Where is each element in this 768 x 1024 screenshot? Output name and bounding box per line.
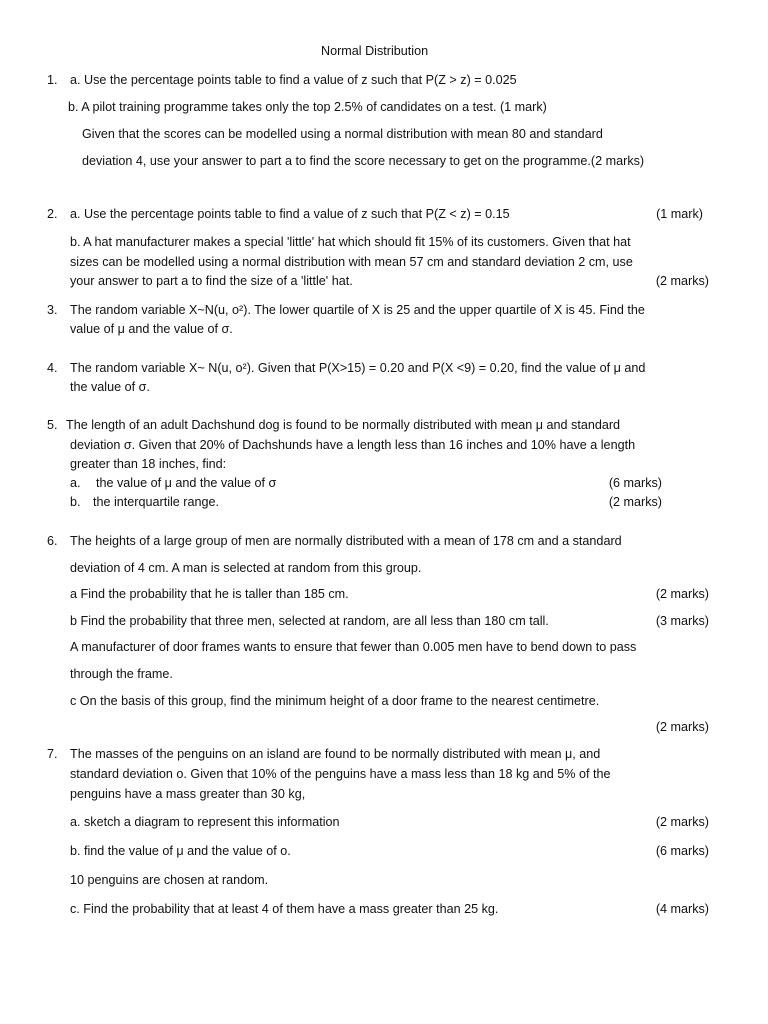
question-6-mid2: through the frame. bbox=[70, 667, 173, 681]
question-4-line1: The random variable X~ N(u, o²). Given that P(X>15) = 0.20 and P(X <9) = 0.20, find the value of μ and bbox=[70, 361, 646, 375]
question-2b-line1: b. A hat manufacturer makes a special 'little' hat which should fit 15% of its customers. Given that hat bbox=[70, 235, 631, 249]
question-6-line1: The heights of a large group of men are normally distributed with a mean of 178 cm and a standard bbox=[70, 534, 622, 548]
question-6c: c On the basis of this group, find the minimum height of a door frame to the nearest centimetre. bbox=[70, 694, 600, 708]
part-label: b. bbox=[70, 495, 81, 509]
question-7b: b. find the value of μ and the value of o. bbox=[70, 844, 291, 858]
marks-label: (2 marks) bbox=[608, 495, 662, 509]
question-5b: the interquartile range. bbox=[93, 495, 220, 509]
question-7-mid: 10 penguins are chosen at random. bbox=[70, 873, 269, 887]
question-5a: the value of μ and the value of σ bbox=[96, 476, 277, 490]
question-number: 6. bbox=[47, 534, 58, 548]
question-number: 2. bbox=[47, 207, 58, 221]
marks-label: (6 marks) bbox=[608, 476, 662, 490]
question-5-line3: greater than 18 inches, find: bbox=[70, 457, 227, 471]
question-number: 1. bbox=[47, 73, 58, 87]
question-7-line2: standard deviation o. Given that 10% of the penguins have a mass less than 18 kg and 5% of the bbox=[70, 767, 611, 781]
marks-label: (2 marks) bbox=[655, 720, 709, 734]
page-title: Normal Distribution bbox=[321, 44, 429, 58]
question-5-line2: deviation σ. Given that 20% of Dachshunds have a length less than 16 inches and 10% have a length bbox=[70, 438, 636, 452]
marks-label: (3 marks) bbox=[655, 614, 709, 628]
question-7-line1: The masses of the penguins on an island are found to be normally distributed with mean μ, and bbox=[70, 747, 601, 761]
part-label: a. bbox=[70, 476, 81, 490]
marks-label: (2 marks) bbox=[655, 815, 709, 829]
marks-label: (1 mark) bbox=[656, 207, 703, 221]
marks-label: (4 marks) bbox=[655, 902, 709, 916]
question-6-line2: deviation of 4 cm. A man is selected at random from this group. bbox=[70, 561, 422, 575]
marks-label: (2 marks) bbox=[655, 274, 709, 288]
question-7c: c. Find the probability that at least 4 of them have a mass greater than 25 kg. bbox=[70, 902, 499, 916]
question-7a: a. sketch a diagram to represent this information bbox=[70, 815, 340, 829]
question-2b-line2: sizes can be modelled using a normal distribution with mean 57 cm and standard deviation 2 cm, use bbox=[70, 255, 633, 269]
question-6-mid1: A manufacturer of door frames wants to ensure that fewer than 0.005 men have to bend down to pass bbox=[70, 640, 637, 654]
question-6b: b Find the probability that three men, selected at random, are all less than 180 cm tall. bbox=[70, 614, 549, 628]
question-3-line2: value of μ and the value of σ. bbox=[70, 322, 233, 336]
marks-label: (6 marks) bbox=[655, 844, 709, 858]
question-4-line2: the value of σ. bbox=[70, 380, 150, 394]
question-number: 5. bbox=[47, 418, 58, 432]
question-number: 3. bbox=[47, 303, 58, 317]
marks-label: (2 marks) bbox=[655, 587, 709, 601]
question-1b: b. A pilot training programme takes only the top 2.5% of candidates on a test. (1 mark) bbox=[68, 100, 547, 114]
question-7-line3: penguins have a mass greater than 30 kg, bbox=[70, 787, 306, 801]
question-1b-line2: Given that the scores can be modelled using a normal distribution with mean 80 and standard bbox=[82, 127, 603, 141]
question-5-line1: The length of an adult Dachshund dog is found to be normally distributed with mean μ and standard bbox=[66, 418, 621, 432]
question-1a: a. Use the percentage points table to find a value of z such that P(Z > z) = 0.025 bbox=[70, 73, 517, 87]
question-2a: a. Use the percentage points table to find a value of z such that P(Z < z) = 0.15 bbox=[70, 207, 510, 221]
question-6a: a Find the probability that he is taller than 185 cm. bbox=[70, 587, 349, 601]
question-number: 7. bbox=[47, 747, 58, 761]
question-number: 4. bbox=[47, 361, 58, 375]
question-2b-line3: your answer to part a to find the size of a 'little' hat. bbox=[70, 274, 353, 288]
question-3-line1: The random variable X~N(u, o²). The lower quartile of X is 25 and the upper quartile of X is 45. Find the bbox=[70, 303, 645, 317]
question-1b-line3: deviation 4, use your answer to part a to find the score necessary to get on the programme.(2 marks) bbox=[82, 154, 645, 168]
